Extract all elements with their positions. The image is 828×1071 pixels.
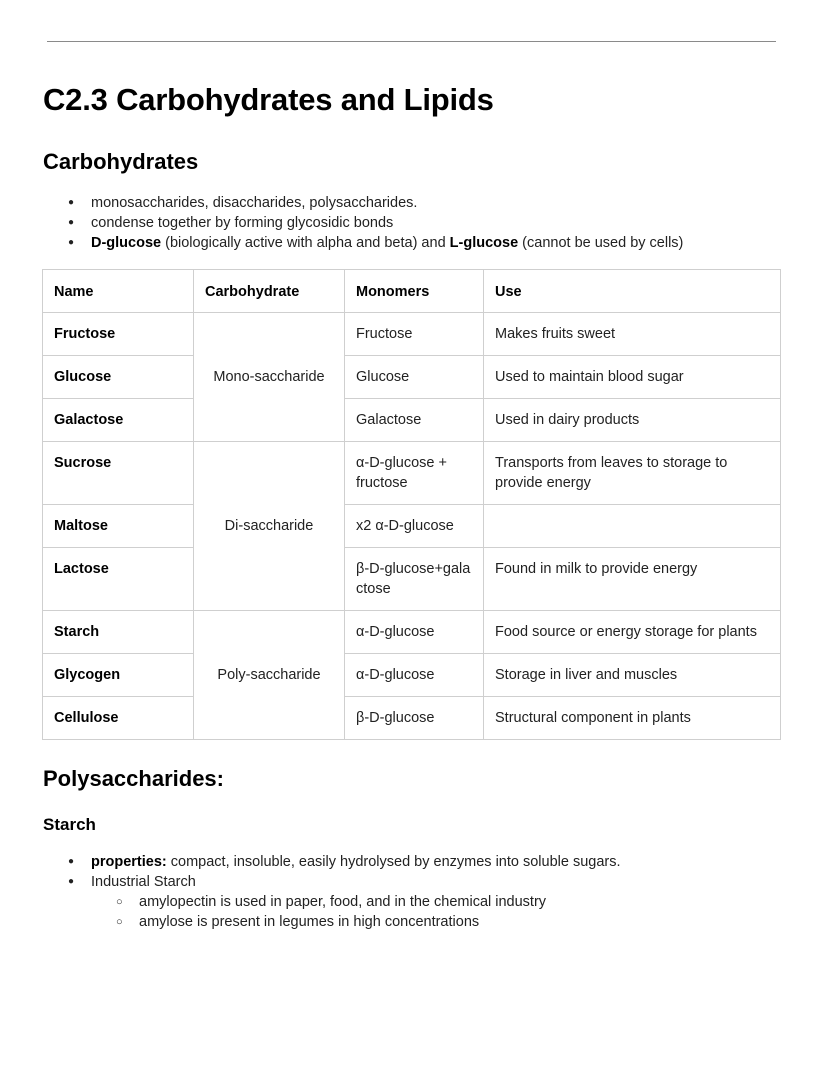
l-glucose-term: L-glucose [449, 235, 519, 251]
row-monomers: β-D-glucose+galactose [345, 548, 484, 611]
row-monomers: α-D-glucose + fructose [345, 442, 484, 505]
polysaccharides-heading: Polysaccharides: [43, 766, 224, 791]
carbohydrate-table [42, 269, 781, 740]
table-row [43, 399, 781, 442]
starch-heading: Starch [43, 815, 96, 834]
bullet-text: (cannot be used by cells) [518, 235, 684, 251]
starch-list [68, 852, 621, 932]
row-name: Fructose [43, 313, 194, 356]
row-use: Transports from leaves to storage to provide energy [484, 442, 781, 505]
properties-label: properties: [91, 854, 167, 870]
row-monomers: β-D-glucose [345, 697, 484, 740]
group-mono: Mono-saccharide [194, 313, 345, 442]
row-use: Food source or energy storage for plants [484, 611, 781, 654]
row-monomers: x2 α-D-glucose [345, 505, 484, 548]
list-item [68, 852, 621, 872]
header-carbohydrate: Carbohydrate [194, 270, 345, 313]
row-name: Sucrose [43, 442, 194, 505]
row-name: Starch [43, 611, 194, 654]
table-row [43, 697, 781, 740]
table-row [43, 654, 781, 697]
header-name: Name [43, 270, 194, 313]
page-title: C2.3 Carbohydrates and Lipids [43, 82, 494, 117]
row-monomers: α-D-glucose [345, 611, 484, 654]
row-monomers: Glucose [345, 356, 484, 399]
row-name: Cellulose [43, 697, 194, 740]
row-name: Lactose [43, 548, 194, 611]
table-header-row [43, 270, 781, 313]
header-monomers: Monomers [345, 270, 484, 313]
sub-list-item: ○ amylopectin is used in paper, food, and in the chemical industry [116, 892, 621, 912]
row-monomers: Galactose [345, 399, 484, 442]
table-row [43, 548, 781, 611]
list-item: ● condense together by forming glycosidic bonds [68, 213, 683, 233]
row-use: Used to maintain blood sugar [484, 356, 781, 399]
industrial-sublist [91, 892, 621, 932]
row-monomers: Fructose [345, 313, 484, 356]
row-name: Galactose [43, 399, 194, 442]
row-name: Glucose [43, 356, 194, 399]
carbohydrates-heading: Carbohydrates [43, 149, 199, 174]
row-use: Storage in liver and muscles [484, 654, 781, 697]
properties-text: compact, insoluble, easily hydrolysed by enzymes into soluble sugars. [166, 854, 621, 870]
group-di: Di-saccharide [194, 442, 345, 611]
row-use: Used in dairy products [484, 399, 781, 442]
carbohydrates-list [68, 193, 683, 253]
row-use: Structural component in plants [484, 697, 781, 740]
list-item [68, 233, 683, 253]
table-row [43, 356, 781, 399]
row-monomers: α-D-glucose [345, 654, 484, 697]
sub-list-item: ○ amylose is present in legumes in high concentrations [116, 912, 621, 932]
table-row [43, 505, 781, 548]
top-divider [47, 41, 776, 42]
row-use: Makes fruits sweet [484, 313, 781, 356]
row-use: Found in milk to provide energy [484, 548, 781, 611]
d-glucose-term: D-glucose [91, 235, 162, 251]
table-row [43, 442, 781, 505]
row-name: Glycogen [43, 654, 194, 697]
bullet-text: (biologically active with alpha and beta) and [161, 235, 450, 251]
industrial-starch-label: Industrial Starch [91, 874, 196, 890]
group-poly: Poly-saccharide [194, 611, 345, 740]
table-row [43, 313, 781, 356]
table-row [43, 611, 781, 654]
header-use: Use [484, 270, 781, 313]
row-name: Maltose [43, 505, 194, 548]
list-item [68, 872, 621, 932]
list-item: ● monosaccharides, disaccharides, polysaccharides. [68, 193, 683, 213]
row-use [484, 505, 781, 548]
